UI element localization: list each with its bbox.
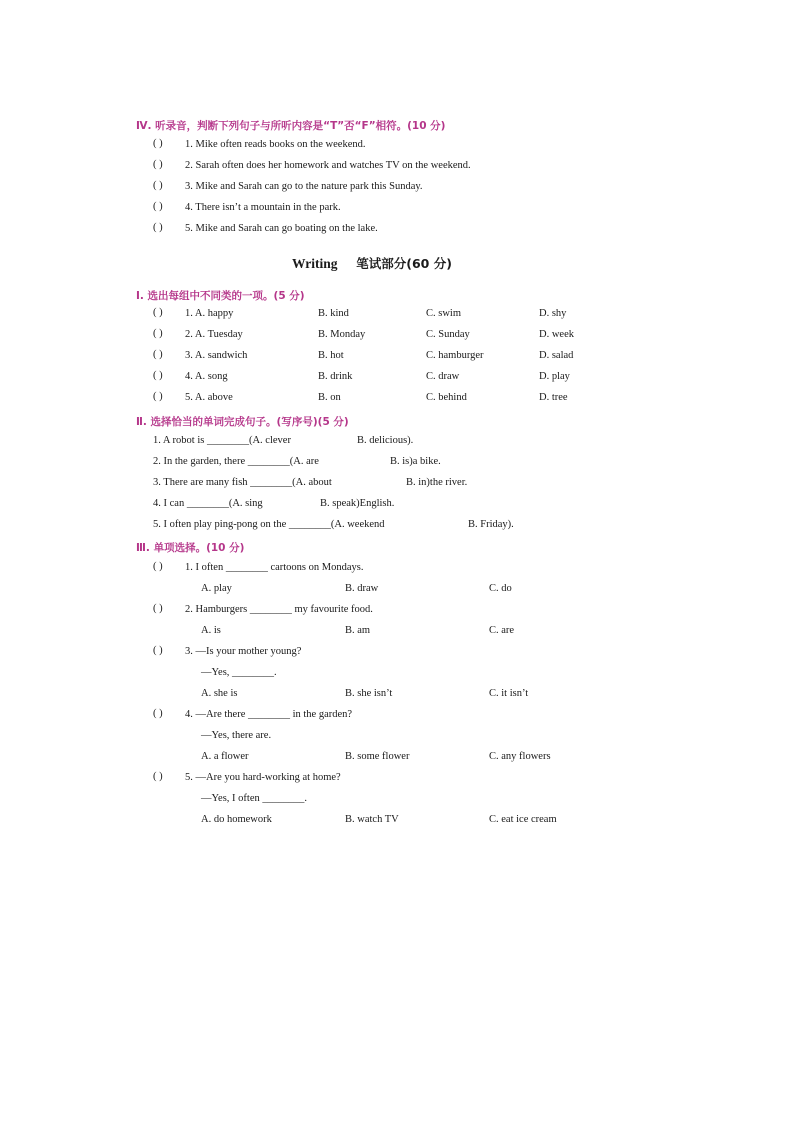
listening-heading: Ⅳ. 听录音，判断下列句子与所听内容是“T”否“F”相符。(10 分) [136,120,446,132]
answer-paren[interactable]: ( ) [153,771,163,782]
part2-sentence: 3. There are many fish ________(A. about [153,477,332,488]
part1-option: C. hamburger [426,350,484,361]
part1-option: B. drink [318,371,353,382]
part1-option: D. tree [539,392,568,403]
answer-paren[interactable]: ( ) [153,307,163,318]
listening-item: 3. Mike and Sarah can go to the nature park this Sunday. [185,181,423,192]
answer-paren[interactable]: ( ) [153,708,163,719]
question-option: C. it isn’t [489,688,529,699]
question-option: C. eat ice cream [489,814,557,825]
question-option: A. play [201,583,232,594]
question-option: A. a flower [201,751,249,762]
part1-option: B. hot [318,350,344,361]
question-option: C. do [489,583,512,594]
question-option: B. am [345,625,371,636]
part3-heading: Ⅲ. 单项选择。(10 分) [136,542,245,554]
answer-paren[interactable]: ( ) [153,349,163,360]
answer-paren[interactable]: ( ) [153,328,163,339]
answer-paren[interactable]: ( ) [153,645,163,656]
listening-item: 5. Mike and Sarah can go boating on the lake. [185,223,378,234]
part2-heading: Ⅱ. 选择恰当的单词完成句子。(写序号)(5 分) [136,416,349,428]
answer-paren[interactable]: ( ) [153,201,163,212]
part1-option: 2. A. Tuesday [185,329,243,340]
part2-option-b: B. is)a bike. [390,456,441,467]
part1-option: 5. A. above [185,392,233,403]
part2-option-b: B. in)the river. [406,477,468,488]
question-option: A. do homework [201,814,272,825]
question-stem: 2. Hamburgers ________ my favourite food. [185,604,373,615]
part2-option-b: B. speak)English. [320,498,395,509]
part1-option: 1. A. happy [185,308,234,319]
part2-sentence: 1. A robot is ________(A. clever [153,435,291,446]
part1-option: D. salad [539,350,574,361]
part1-option: C. behind [426,392,467,403]
part2-sentence: 4. I can ________(A. sing [153,498,263,509]
part1-option: B. kind [318,308,349,319]
question-option: B. watch TV [345,814,399,825]
question-option: B. draw [345,583,379,594]
part1-option: D. play [539,371,570,382]
answer-paren[interactable]: ( ) [153,180,163,191]
answer-paren[interactable]: ( ) [153,391,163,402]
writing-title-en: Writing [292,256,338,271]
part1-option: D. week [539,329,574,340]
part1-option: C. swim [426,308,462,319]
part1-option: B. on [318,392,341,403]
part2-option-b: B. Friday). [468,519,514,530]
question-stem: 3. —Is your mother young? [185,646,302,657]
answer-paren[interactable]: ( ) [153,138,163,149]
listening-item: 1. Mike often reads books on the weekend. [185,139,366,150]
part1-option: B. Monday [318,329,366,340]
part2-sentence: 5. I often play ping-pong on the ________(A. weekend [153,519,385,530]
question-option: C. are [489,625,515,636]
question-option: B. some flower [345,751,410,762]
part1-option: 3. A. sandwich [185,350,248,361]
listening-item: 4. There isn’t a mountain in the park. [185,202,341,213]
part1-option: C. Sunday [426,329,470,340]
listening-item: 2. Sarah often does her homework and watches TV on the weekend. [185,160,471,171]
answer-paren[interactable]: ( ) [153,561,163,572]
question-reply: —Yes, ________. [201,667,277,678]
part1-heading: Ⅰ. 选出每组中不同类的一项。(5 分) [136,290,305,302]
question-option: A. she is [201,688,238,699]
answer-paren[interactable]: ( ) [153,603,163,614]
part1-option: D. shy [539,308,567,319]
question-option: A. is [201,625,221,636]
answer-paren[interactable]: ( ) [153,370,163,381]
question-stem: 5. —Are you hard-working at home? [185,772,341,783]
question-reply: —Yes, there are. [201,730,272,741]
question-option: C. any flowers [489,751,551,762]
answer-paren[interactable]: ( ) [153,159,163,170]
writing-title [292,254,452,272]
question-stem: 1. I often ________ cartoons on Mondays. [185,562,364,573]
answer-paren[interactable]: ( ) [153,222,163,233]
part1-option: 4. A. song [185,371,228,382]
writing-title-cn: 笔试部分(60 分) [356,256,452,271]
question-option: B. she isn’t [345,688,393,699]
part2-option-b: B. delicious). [357,435,414,446]
question-stem: 4. —Are there ________ in the garden? [185,709,353,720]
question-reply: —Yes, I often ________. [201,793,307,804]
part2-sentence: 2. In the garden, there ________(A. are [153,456,319,467]
part1-option: C. draw [426,371,460,382]
